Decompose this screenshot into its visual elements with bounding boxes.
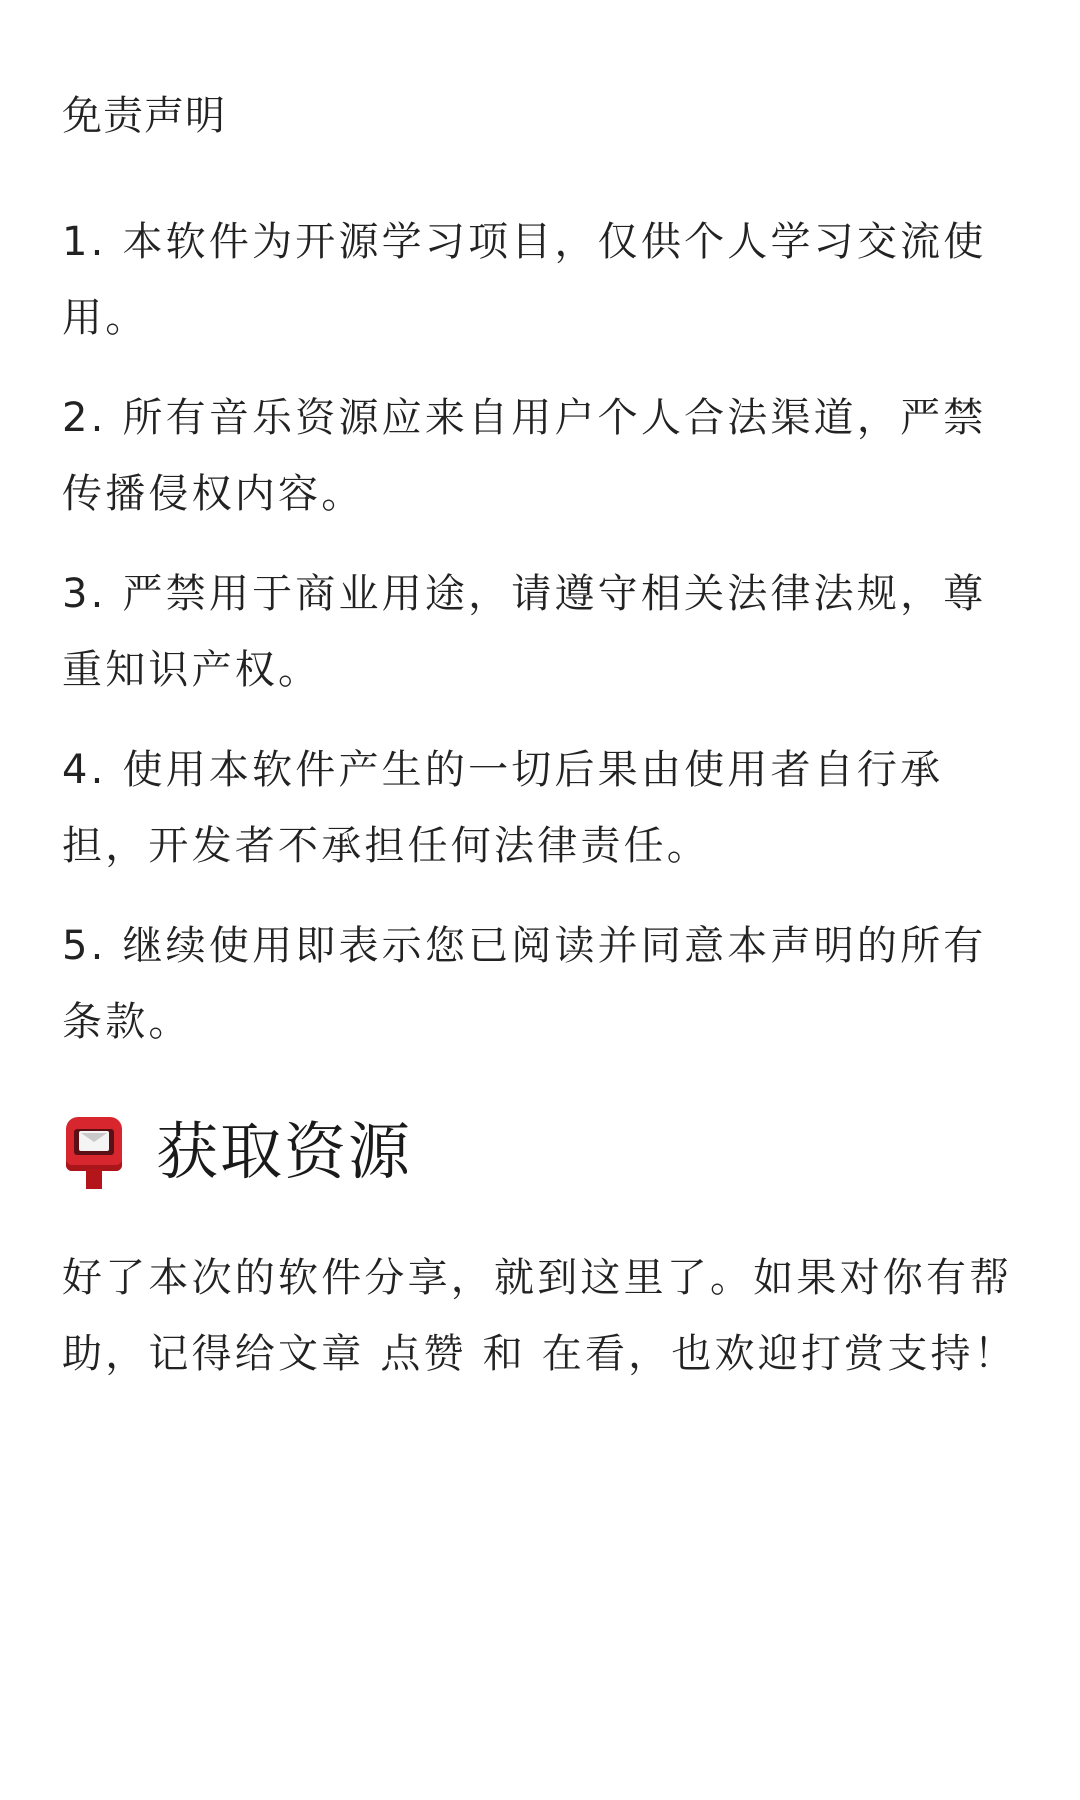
postbox-icon	[62, 1115, 126, 1189]
disclaimer-title: 免责声明	[62, 93, 226, 139]
disclaimer-item-1: 1. 本软件为开源学习项目，仅供个人学习交流使用。	[62, 219, 987, 341]
disclaimer-item-3: 3. 严禁用于商业用途，请遵守相关法律法规，尊重知识产权。	[62, 571, 987, 693]
disclaimer-item-5: 5. 继续使用即表示您已阅读并同意本声明的所有条款。	[62, 923, 987, 1045]
resource-section-title: 获取资源	[156, 1115, 413, 1188]
resource-section-body: 好了本次的软件分享，就到这里了。如果对你有帮助，记得给文章 点赞 和 在看，也欢迎打赏支持！	[62, 1255, 1017, 1377]
disclaimer-item-4: 4. 使用本软件产生的一切后果由使用者自行承担，开发者不承担任何法律责任。	[62, 747, 944, 869]
disclaimer-item-2: 2. 所有音乐资源应来自用户个人合法渠道，严禁传播侵权内容。	[62, 395, 987, 517]
resource-section-heading	[62, 1112, 412, 1192]
